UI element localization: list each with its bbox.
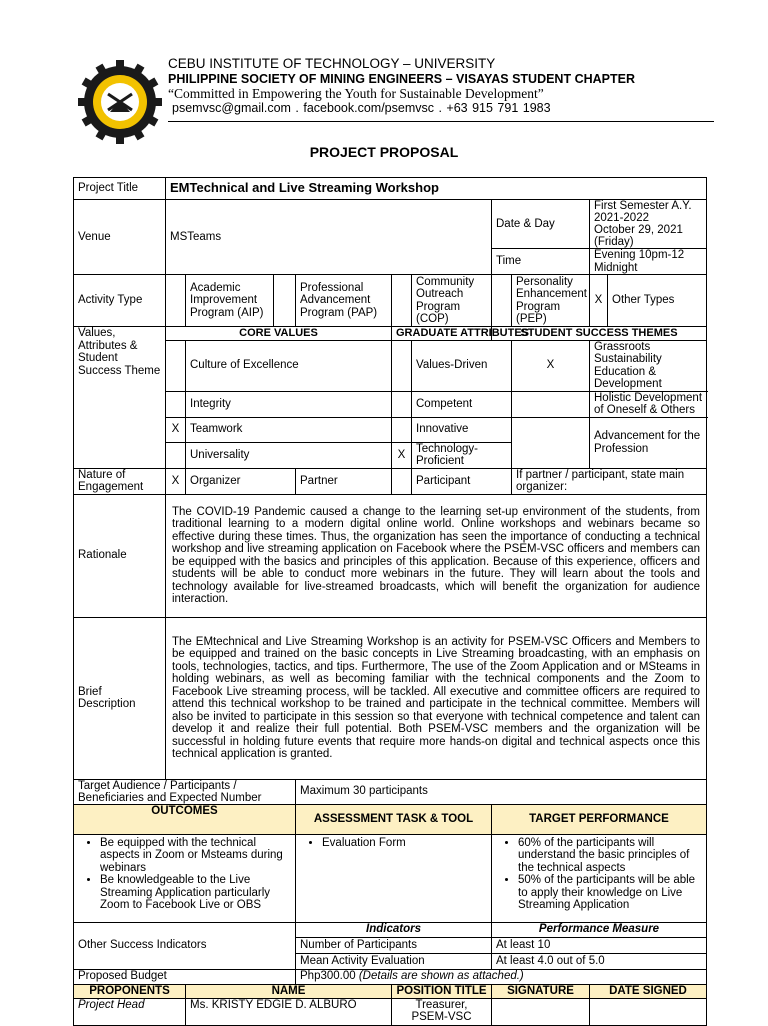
indicators-header-row — [74, 922, 707, 937]
core-value-1: Culture of Excellence — [186, 340, 392, 391]
values-label: Values, Attributes & Student Success Theme — [74, 327, 166, 469]
grad-attr-check-1 — [392, 340, 412, 391]
institution-name: CEBU INSTITUTE OF TECHNOLOGY – UNIVERSITY — [168, 56, 496, 71]
venue-row — [74, 200, 707, 249]
target-item: • 60% of the participants will understand the basic principles of the technical aspects — [518, 837, 702, 875]
grad-attr-3: Innovative — [412, 417, 512, 442]
rationale-label: Rationale — [74, 494, 166, 617]
organization-logo — [78, 60, 162, 144]
theme-3: Advancement for the Profession — [590, 417, 707, 468]
outcomes-header-row — [74, 804, 707, 834]
target-list — [492, 834, 707, 922]
name-header: NAME — [186, 984, 392, 998]
brief-text: The EMtechnical and Live Streaming Workshop is an activity for PSEM-VSC Officers and Members to be equipped and trained on the basic concepts in Live Streaming broadcasting, with an emphasis on tools, technologies, tactics, and tips. Furthermore, The use of the Zoom Application and or MSteams in holding webinars, as well as becoming familiar with the technical components and the Zoom to Facebook Live streaming process, will be tackled. All executive and committee officers are required to attend this technical workshop to be trained and participate in the technical committee. Members will also be invited to participate in this session so that everyone with technical competence and talent can develop it and realize their full potential. Both PSEM-VSC members and the organization will be successful in holding future events that require more hands-on digital and technical aspects once this technical application is granted. — [166, 617, 707, 779]
main-organizer-note: If partner / participant, state main organizer: — [512, 468, 707, 494]
participant-label: Participant — [412, 468, 512, 494]
performance-measure-header: Performance Measure — [492, 922, 707, 937]
rationale-text: The COVID-19 Pandemic caused a change to the learning set-up environment of the students, from traditional learning to a modern digital online world. Online workshops and webinars became so effective during these times. Thus, the organization has seen the importance of conducting a technical workshop and live streaming application on Facebook where the PSEM-VSC officers and members can be equipped with the basics and principles of this application. Because of this experience, officers and students will be able to conduct more webinars in the future. They will learn about the tools and technology available for live-streamed broadcasts, which will benefit the organization for audience interaction. — [166, 494, 707, 617]
budget-row — [74, 969, 707, 984]
activity-pep-label: Personality Enhancement Program (PEP) — [512, 275, 590, 327]
semester-text: First Semester A.Y. 2021-2022 — [594, 200, 692, 224]
target-audience-value: Maximum 30 participants — [296, 779, 707, 804]
theme-2: Holistic Development of Oneself & Others — [590, 391, 707, 417]
core-value-check-2 — [166, 391, 186, 417]
theme-check-3 — [512, 417, 590, 468]
values-row-2 — [74, 391, 707, 417]
core-value-2: Integrity — [186, 391, 392, 417]
target-audience-label: Target Audience / Participants / Beneficiaries and Expected Number — [74, 779, 296, 804]
outcome-item: • Be equipped with the technical aspects in Zoom or Msteams during webinars — [100, 837, 291, 875]
outcomes-body-row — [74, 834, 707, 922]
grad-attr-check-3 — [392, 417, 412, 442]
grad-attr-check-2 — [392, 391, 412, 417]
rationale-row — [74, 494, 707, 617]
engagement-label: Nature of Engagement — [74, 468, 166, 494]
indicators-header: Indicators — [296, 922, 492, 937]
proponent-date — [590, 998, 707, 1025]
time-label: Time — [492, 249, 590, 275]
position-header: POSITION TITLE — [392, 984, 492, 998]
indicator-name: Number of Participants — [296, 937, 492, 953]
date-signed-header: DATE SIGNED — [590, 984, 707, 998]
organizer-label: Organizer — [186, 468, 296, 494]
core-values-header: CORE VALUES — [166, 327, 392, 341]
target-item: • 50% of the participants will be able to apply their knowledge on Live Streaming Application — [518, 874, 702, 912]
proponents-header: PROPONENTS — [74, 984, 186, 998]
graduate-attributes-header: GRADUATE ATTRIBUTES — [392, 327, 492, 341]
indicator-measure: At least 4.0 out of 5.0 — [492, 953, 707, 969]
budget-value: Php300.00 (Details are shown as attached.) — [296, 969, 707, 984]
assessment-list — [296, 834, 492, 922]
activity-aip-checkbox — [166, 275, 186, 327]
proponent-signature — [492, 998, 590, 1025]
grad-attr-check-4: X — [392, 442, 412, 468]
values-row-1 — [74, 340, 707, 391]
activity-type-label: Activity Type — [74, 275, 166, 327]
proponents-header-row — [74, 984, 707, 998]
gear-icon — [78, 60, 162, 144]
proponent-name: Ms. KRISTY EDGIE D. ALBURO — [186, 998, 392, 1025]
budget-label: Proposed Budget — [74, 969, 296, 984]
theme-check-1: X — [512, 340, 590, 391]
date-day-label: Date & Day — [492, 200, 590, 249]
activity-other-checkbox: X — [590, 275, 608, 327]
document-title: PROJECT PROPOSAL — [309, 144, 459, 160]
activity-other-label: Other Types — [608, 275, 707, 327]
assessment-header: ASSESSMENT TASK & TOOL — [296, 804, 492, 834]
activity-cop-label: Community Outreach Program (COP) — [412, 275, 492, 327]
project-title-label: Project Title — [74, 178, 166, 200]
core-value-3: Teamwork — [186, 417, 392, 442]
core-value-check-1 — [166, 340, 186, 391]
proponent-position: Treasurer, PSEM-VSC — [392, 998, 492, 1025]
engagement-row — [74, 468, 707, 494]
assessment-item: • Evaluation Form — [322, 837, 487, 850]
core-value-check-4 — [166, 442, 186, 468]
project-title-row — [74, 178, 707, 200]
values-header-row — [74, 327, 707, 341]
partner-label: Partner — [296, 468, 392, 494]
core-value-4: Universality — [186, 442, 392, 468]
activity-cop-checkbox — [392, 275, 412, 327]
activity-pep-checkbox — [492, 275, 512, 327]
values-row-3 — [74, 417, 707, 442]
indicator-measure: At least 10 — [492, 937, 707, 953]
contact-info: psemvsc@gmail.com . facebook.com/psemvsc . +63 915 791 1983 — [172, 101, 551, 115]
budget-note: (Details are shown as attached.) — [358, 970, 524, 983]
outcomes-list — [74, 834, 296, 922]
header-divider — [168, 121, 714, 122]
target-performance-header: TARGET PERFORMANCE — [492, 804, 707, 834]
activity-aip-label: Academic Improvement Program (AIP) — [186, 275, 274, 327]
activity-pap-checkbox — [274, 275, 296, 327]
organization-name: PHILIPPINE SOCIETY OF MINING ENGINEERS – VISAYAS STUDENT CHAPTER — [168, 72, 635, 86]
participant-checkbox — [392, 468, 412, 494]
brief-label: Brief Description — [74, 617, 166, 779]
other-indicators-label: Other Success Indicators — [74, 922, 296, 969]
organizer-checkbox: X — [166, 468, 186, 494]
activity-pap-label: Professional Advancement Program (PAP) — [296, 275, 392, 327]
indicator-name: Mean Activity Evaluation — [296, 953, 492, 969]
signature-header: SIGNATURE — [492, 984, 590, 998]
grad-attr-4: Technology-Proficient — [412, 442, 512, 468]
target-audience-row — [74, 779, 707, 804]
organization-motto: “Committed in Empowering the Youth for Sustainable Development” — [168, 86, 544, 101]
success-themes-header: STUDENT SUCCESS THEMES — [492, 327, 707, 341]
proposal-table — [73, 177, 707, 1026]
date-text: October 29, 2021 (Friday) — [594, 224, 683, 248]
proponent-row — [74, 998, 707, 1025]
proponent-role: Project Head — [74, 998, 186, 1025]
theme-check-2 — [512, 391, 590, 417]
venue-value: MSTeams — [166, 200, 492, 275]
grad-attr-1: Values-Driven — [412, 340, 512, 391]
venue-label: Venue — [74, 200, 166, 275]
theme-1: Grassroots Sustainability Education & Development — [590, 340, 707, 391]
time-value: Evening 10pm-12 Midnight — [590, 249, 707, 275]
grad-attr-2: Competent — [412, 391, 512, 417]
outcomes-header: OUTCOMES — [74, 804, 296, 834]
core-value-check-3: X — [166, 417, 186, 442]
brief-row — [74, 617, 707, 779]
date-day-value — [590, 200, 707, 249]
activity-type-row — [74, 275, 707, 327]
project-title-value: EMTechnical and Live Streaming Workshop — [166, 178, 707, 200]
outcome-item: • Be knowledgeable to the Live Streaming Application particularly Zoom to Facebook Live or OBS — [100, 874, 291, 912]
